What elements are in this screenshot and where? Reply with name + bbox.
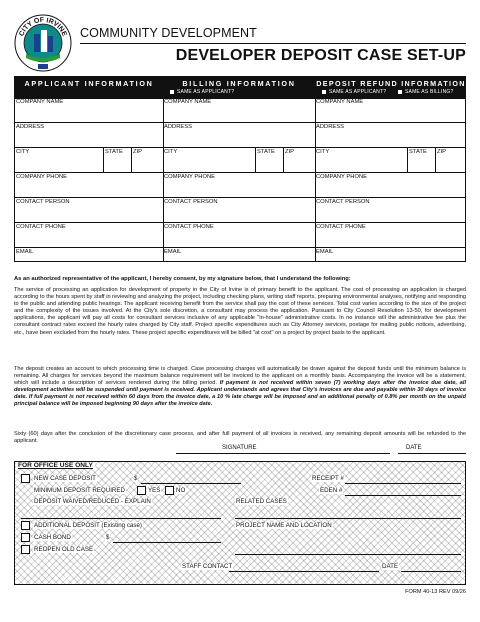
related-cases-label: RELATED CASES — [236, 498, 287, 505]
applicant-company-phone[interactable]: COMPANY PHONE — [15, 172, 163, 197]
checkbox[interactable] — [397, 89, 403, 95]
information-table — [14, 76, 466, 262]
refund-company-phone[interactable]: COMPANY PHONE — [315, 172, 466, 197]
yes-label: YES — [148, 487, 161, 494]
additional-deposit-checkbox[interactable] — [21, 521, 30, 530]
refund-section-title: DEPOSIT REFUND INFORMATION SAME AS APPLICANT? SAME AS BILLING? — [316, 79, 466, 95]
refund-state[interactable]: STATE — [407, 148, 408, 172]
processing-cost-paragraph: The service of processing an application for development of property in the City of Irvine is of primary benefit to the applicant. The cost of processing an application is charged according to the hours spent by staff in reviewing and analyzing the project, including checking plans, writing staff reports, preparing environmental analyses, notifying and responding to the public and attending public hearings. The applicant receiving benefit from the service shall pay the cost of these services. Total cost varies according to the size of the project and the complexity of the issues involved. At the City's sole discretion, a consultant may process the application. Pursuant to City Council Resolution 13-50, for development applications, the applicant will pay all costs for consultant services inclusive of any applicable "in-house" administrative costs. In no instance will the administrative fee plus the consultant contract rates exceed the hourly rates charged by City staff. Project specific expenditures such as City Attorney services, postage for mailing public notices, advertising, etc., have been excluded from the hourly rates. These project specific expenditures will be billed "at cost" on a project by project basis to the applicant. — [14, 287, 466, 336]
receipt-line[interactable] — [345, 483, 461, 484]
applicant-email[interactable]: EMAIL — [15, 247, 163, 272]
dollar-sign: $ — [106, 534, 110, 541]
billing-same-as-applicant[interactable]: SAME AS APPLICANT? — [169, 89, 234, 95]
refund-email[interactable]: EMAIL — [315, 247, 466, 272]
applicant-address[interactable]: ADDRESS — [15, 122, 163, 147]
applicant-contact-person[interactable]: CONTACT PERSON — [15, 197, 163, 222]
billing-contact-person[interactable]: CONTACT PERSON — [163, 197, 315, 222]
staff-contact-line[interactable] — [229, 571, 379, 572]
related-cases-line[interactable] — [235, 518, 461, 519]
dollar-sign: $ — [134, 475, 138, 482]
header-rule — [80, 43, 466, 44]
applicant-state[interactable]: STATE — [103, 148, 104, 172]
reopen-case-label: REOPEN OLD CASE — [34, 546, 94, 553]
refund-city-state-zip[interactable]: CITY STATE ZIP — [315, 147, 466, 172]
department-name: COMMUNITY DEVELOPMENT — [80, 26, 257, 40]
new-case-deposit-label: NEW CASE DEPOSIT — [34, 475, 96, 482]
cash-bond-amount-line[interactable] — [113, 542, 221, 543]
project-name-label: PROJECT NAME AND LOCATION — [236, 522, 332, 529]
staff-contact-label: STAFF CONTACT — [182, 563, 233, 570]
billing-section-title: BILLING INFORMATION SAME AS APPLICANT? — [163, 77, 315, 99]
refund-contact-person[interactable]: CONTACT PERSON — [315, 197, 466, 222]
office-use-box — [14, 461, 466, 585]
billing-company-phone[interactable]: COMPANY PHONE — [163, 172, 315, 197]
refund-address[interactable]: ADDRESS — [315, 122, 466, 147]
no-checkbox[interactable] — [165, 486, 174, 495]
waived-explain-line[interactable] — [21, 518, 221, 519]
receipt-label: RECEIPT # — [312, 475, 344, 482]
office-date-label: DATE — [382, 563, 399, 570]
reopen-case-checkbox[interactable] — [21, 545, 30, 554]
office-use-header: FOR OFFICE USE ONLY — [18, 462, 93, 469]
svg-text:CITY OF IRVINE: CITY OF IRVINE — [18, 16, 68, 38]
refund-same-as-applicant[interactable]: SAME AS APPLICANT? — [321, 89, 386, 95]
consent-statement: As an authorized representative of the applicant, I hereby consent, by my signature below, that I understand the following: — [14, 276, 351, 282]
cash-bond-checkbox[interactable] — [21, 533, 30, 542]
deposit-paragraph: The deposit creates an account to which processing time is charged. Case processing charges will automatically be drawn against the deposit funds until the minimum balance is remaining. All charges for services beyond the maximum balance requirement will be invoiced to the applicant on a monthly basis. Accompanying the invoice will be a statement, which will include a description of services rendered during the billing period. If payment is not received within seven (7) working days after the invoice due date, all development activities will be suspended until payment is received. Applicant understands and agrees that City's invoices are due and payable within 30 days of invoice date. If full payment is not received within 60 days from the invoice date, a 10 % late charge will be imposed and an additional penalty of 0.8% per month on the unpaid principal balance will be imposed beginning 90 days after the invoice date. — [14, 366, 467, 408]
applicant-section-title: APPLICANT INFORMATION — [24, 79, 154, 88]
refund-zip[interactable]: ZIP — [435, 148, 436, 172]
refund-contact-phone[interactable]: CONTACT PHONE — [315, 222, 466, 247]
billing-contact-phone[interactable]: CONTACT PHONE — [163, 222, 315, 247]
checkbox[interactable] — [169, 89, 175, 95]
billing-column — [163, 99, 315, 261]
eden-line[interactable] — [345, 495, 461, 496]
yes-checkbox[interactable] — [137, 486, 146, 495]
office-date-line[interactable] — [401, 571, 461, 572]
project-name-line[interactable] — [235, 554, 461, 555]
section-header-bar — [15, 77, 465, 99]
applicant-zip[interactable]: ZIP — [131, 148, 132, 172]
billing-city-state-zip[interactable]: CITY STATE ZIP — [163, 147, 315, 172]
refund-same-as-billing[interactable]: SAME AS BILLING? — [397, 89, 454, 95]
applicant-column — [15, 99, 163, 261]
additional-deposit-label: ADDITIONAL DEPOSIT (Existing case) — [34, 522, 142, 529]
cash-bond-label: CASH BOND — [34, 534, 71, 541]
minimum-deposit-label: MINIMUM DEPOSIT REQUIRED — [34, 487, 125, 494]
eden-label: EDEN # — [320, 487, 343, 494]
deposit-waived-label: DEPOSIT WAIVED/REDUCED - EXPLAIN — [34, 498, 151, 505]
billing-address[interactable]: ADDRESS — [163, 122, 315, 147]
applicant-company-name[interactable]: COMPANY NAME — [16, 99, 64, 105]
checkbox[interactable] — [321, 89, 327, 95]
date-line[interactable] — [398, 453, 466, 454]
applicant-contact-phone[interactable]: CONTACT PHONE — [15, 222, 163, 247]
city-seal-logo — [14, 14, 72, 72]
form-number: FORM 40-13 REV 09/26 — [405, 589, 466, 595]
no-label: NO — [176, 487, 186, 494]
billing-state[interactable]: STATE — [255, 148, 256, 172]
date-label: DATE — [406, 445, 422, 451]
new-case-amount-line[interactable] — [141, 483, 241, 484]
billing-email[interactable]: EMAIL — [163, 247, 315, 272]
signature-line[interactable] — [176, 453, 390, 454]
billing-company-name[interactable]: COMPANY NAME — [164, 99, 212, 105]
refund-paragraph: Sixty (60) days after the conclusion of the discretionary case process, and after full payment of all invoices is received, any remaining deposit amounts will be refunded to the applicant. — [14, 431, 466, 445]
form-title: DEVELOPER DEPOSIT CASE SET-UP — [175, 47, 466, 64]
new-case-deposit-checkbox[interactable] — [21, 474, 30, 483]
applicant-city-state-zip[interactable]: CITY STATE ZIP — [15, 147, 163, 172]
refund-company-name[interactable]: COMPANY NAME — [316, 99, 364, 105]
billing-zip[interactable]: ZIP — [283, 148, 284, 172]
signature-label: SIGNATURE — [222, 445, 257, 451]
refund-column — [315, 99, 466, 261]
